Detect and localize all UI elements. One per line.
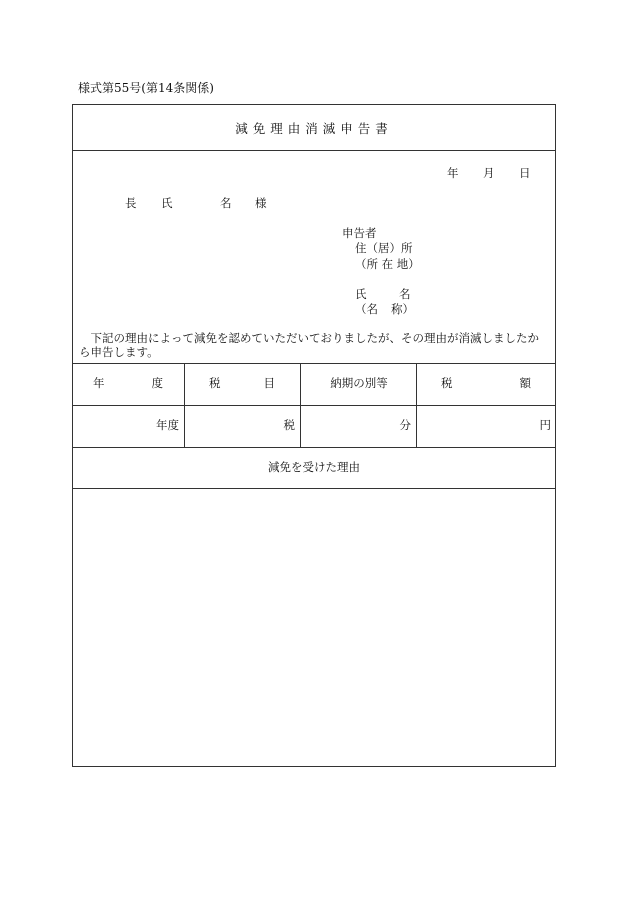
form-reference: 様式第55号(第14条関係) [78,81,214,95]
header-tax-item-char-1: 税 [209,376,221,390]
row-tax-unit: 税 [283,418,295,432]
declaration-statement: 下記の理由によって減免を認めていただいておりましたが、その理由が消滅しましたから申告します。 [79,331,539,359]
row-year-unit: 年度 [156,418,179,432]
date-year-label: 年 [447,166,459,180]
header-tax-item [209,378,275,390]
column-separator-3 [416,363,417,447]
header-tax-amount-char-2: 額 [519,376,531,390]
divider-reason-top [73,447,555,448]
reason-heading: 減免を受けた理由 [268,460,360,474]
column-separator-2 [300,363,301,447]
row-period-unit: 分 [399,418,411,432]
header-year-char-1: 年 [93,376,105,390]
declarant-location-label: （所 在 地） [355,257,420,271]
date-day-label: 日 [519,166,531,180]
addressee-honorific: 様 [255,196,267,210]
header-tax-amount-char-1: 税 [441,376,453,390]
header-year-char-2: 度 [151,376,163,390]
declarant-corp-name-label-1: （名 [355,302,378,316]
header-payment-period: 納期の別等 [330,376,388,390]
divider-table-row [73,405,555,406]
declarant-heading: 申告者 [342,226,377,240]
declarant-name-label-1: 氏 [355,287,367,301]
addressee-name-label-1: 氏 [161,196,173,210]
header-tax-item-char-2: 目 [263,376,275,390]
header-year [93,378,163,390]
declarant-corp-name-label-2: 称） [391,302,414,316]
form-frame [72,104,556,767]
form-title: 減免理由消滅申告書 [235,121,393,136]
header-tax-amount [441,378,531,390]
date-month-label: 月 [483,166,495,180]
addressee-name-label-2: 名 [220,196,232,210]
column-separator-1 [184,363,185,447]
divider-reason-heading [73,488,555,489]
divider-table-top [73,363,555,364]
declarant-name-label-2: 名 [399,287,411,301]
addressee-chief-label: 長 [125,196,137,210]
declarant-address-label: 住（居）所 [355,241,413,255]
divider-title [73,150,555,151]
row-amount-unit: 円 [539,418,551,432]
